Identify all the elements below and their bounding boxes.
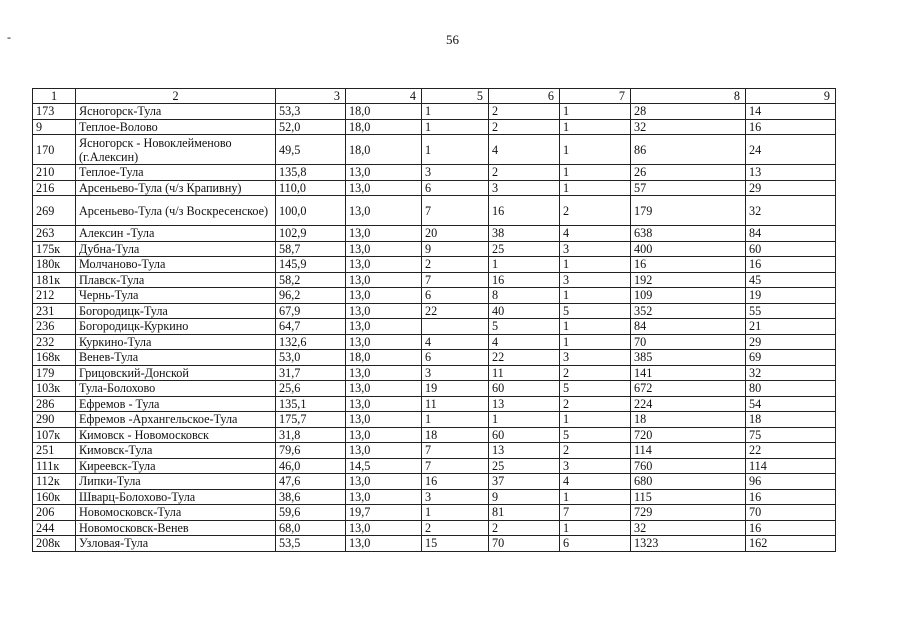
table-row <box>33 241 836 257</box>
col-7-cell: 1 <box>560 165 631 181</box>
route-name-cell: Шварц-Болохово-Тула <box>76 489 276 505</box>
col-6-cell: 4 <box>489 334 560 350</box>
distance-cell: 49,5 <box>276 135 346 165</box>
table-row <box>33 443 836 459</box>
col-7-cell: 5 <box>560 381 631 397</box>
header-row <box>33 89 836 104</box>
col-6-cell: 25 <box>489 241 560 257</box>
distance-cell: 175,7 <box>276 412 346 428</box>
distance-cell: 47,6 <box>276 474 346 490</box>
col-6-cell: 13 <box>489 396 560 412</box>
tariff-cell: 13,0 <box>346 226 422 242</box>
col-6-cell: 22 <box>489 350 560 366</box>
table-row <box>33 303 836 319</box>
col-9-cell: 13 <box>746 165 836 181</box>
col-5-cell: 2 <box>422 520 489 536</box>
tariff-cell: 18,0 <box>346 135 422 165</box>
col-7-cell: 5 <box>560 427 631 443</box>
col-6-cell: 2 <box>489 520 560 536</box>
route-number-cell: 170 <box>33 135 76 165</box>
col-5-cell: 7 <box>422 443 489 459</box>
col-6-cell: 60 <box>489 427 560 443</box>
col-5-cell: 20 <box>422 226 489 242</box>
col-5-cell: 11 <box>422 396 489 412</box>
column-header: 9 <box>746 89 836 104</box>
table-row <box>33 381 836 397</box>
route-name-cell: Арсеньево-Тула (ч/з Воскресенское) <box>76 196 276 226</box>
route-number-cell: 231 <box>33 303 76 319</box>
col-5-cell: 3 <box>422 165 489 181</box>
route-number-cell: 251 <box>33 443 76 459</box>
col-9-cell: 114 <box>746 458 836 474</box>
col-5-cell <box>422 319 489 335</box>
table-row <box>33 412 836 428</box>
route-number-cell: 112к <box>33 474 76 490</box>
table-row <box>33 196 836 226</box>
col-5-cell: 7 <box>422 458 489 474</box>
route-name-cell: Теплое-Тула <box>76 165 276 181</box>
table-row <box>33 135 836 165</box>
stray-mark: - <box>7 30 11 44</box>
distance-cell: 58,7 <box>276 241 346 257</box>
col-9-cell: 21 <box>746 319 836 335</box>
col-8-cell: 32 <box>631 520 746 536</box>
page-number: 56 <box>446 32 459 47</box>
table-row <box>33 180 836 196</box>
route-number-cell: 103к <box>33 381 76 397</box>
col-6-cell: 3 <box>489 180 560 196</box>
table-row <box>33 104 836 120</box>
col-8-cell: 760 <box>631 458 746 474</box>
tariff-cell: 13,0 <box>346 196 422 226</box>
route-name-cell: Новомосковск-Венев <box>76 520 276 536</box>
col-5-cell: 6 <box>422 180 489 196</box>
col-8-cell: 28 <box>631 104 746 120</box>
route-name-cell: Тула-Болохово <box>76 381 276 397</box>
table-row <box>33 458 836 474</box>
tariff-cell: 13,0 <box>346 412 422 428</box>
col-7-cell: 6 <box>560 536 631 552</box>
col-8-cell: 32 <box>631 119 746 135</box>
col-8-cell: 84 <box>631 319 746 335</box>
column-header: 4 <box>346 89 422 104</box>
col-9-cell: 55 <box>746 303 836 319</box>
route-name-cell: Богородицк-Тула <box>76 303 276 319</box>
distance-cell: 145,9 <box>276 257 346 273</box>
col-8-cell: 70 <box>631 334 746 350</box>
col-5-cell: 1 <box>422 412 489 428</box>
col-7-cell: 3 <box>560 458 631 474</box>
tariff-cell: 19,7 <box>346 505 422 521</box>
route-name-cell: Богородицк-Куркино <box>76 319 276 335</box>
route-number-cell: 111к <box>33 458 76 474</box>
col-6-cell: 2 <box>489 165 560 181</box>
distance-cell: 53,5 <box>276 536 346 552</box>
col-9-cell: 45 <box>746 272 836 288</box>
col-8-cell: 672 <box>631 381 746 397</box>
table-row <box>33 520 836 536</box>
route-name-cell: Липки-Тула <box>76 474 276 490</box>
col-7-cell: 1 <box>560 520 631 536</box>
tariff-cell: 13,0 <box>346 536 422 552</box>
col-6-cell: 40 <box>489 303 560 319</box>
route-number-cell: 212 <box>33 288 76 304</box>
col-9-cell: 22 <box>746 443 836 459</box>
col-5-cell: 3 <box>422 365 489 381</box>
col-8-cell: 638 <box>631 226 746 242</box>
route-table <box>32 88 836 552</box>
col-7-cell: 2 <box>560 365 631 381</box>
route-number-cell: 179 <box>33 365 76 381</box>
col-9-cell: 96 <box>746 474 836 490</box>
route-name-cell: Плавск-Тула <box>76 272 276 288</box>
table-body <box>33 104 836 552</box>
col-7-cell: 5 <box>560 303 631 319</box>
distance-cell: 67,9 <box>276 303 346 319</box>
table-row <box>33 505 836 521</box>
route-name-cell: Дубна-Тула <box>76 241 276 257</box>
col-7-cell: 1 <box>560 104 631 120</box>
route-number-cell: 175к <box>33 241 76 257</box>
col-8-cell: 16 <box>631 257 746 273</box>
col-9-cell: 16 <box>746 257 836 273</box>
col-6-cell: 2 <box>489 119 560 135</box>
col-6-cell: 11 <box>489 365 560 381</box>
col-6-cell: 16 <box>489 272 560 288</box>
col-7-cell: 2 <box>560 196 631 226</box>
route-number-cell: 208к <box>33 536 76 552</box>
route-name-cell: Грицовский-Донской <box>76 365 276 381</box>
table-row <box>33 489 836 505</box>
col-5-cell: 4 <box>422 334 489 350</box>
col-9-cell: 16 <box>746 520 836 536</box>
route-number-cell: 216 <box>33 180 76 196</box>
distance-cell: 46,0 <box>276 458 346 474</box>
distance-cell: 31,8 <box>276 427 346 443</box>
tariff-cell: 13,0 <box>346 520 422 536</box>
col-7-cell: 7 <box>560 505 631 521</box>
distance-cell: 59,6 <box>276 505 346 521</box>
col-6-cell: 1 <box>489 412 560 428</box>
tariff-cell: 13,0 <box>346 381 422 397</box>
col-6-cell: 9 <box>489 489 560 505</box>
col-6-cell: 16 <box>489 196 560 226</box>
route-number-cell: 236 <box>33 319 76 335</box>
table-row <box>33 365 836 381</box>
tariff-cell: 13,0 <box>346 303 422 319</box>
route-number-cell: 269 <box>33 196 76 226</box>
column-header: 3 <box>276 89 346 104</box>
table-row <box>33 427 836 443</box>
col-5-cell: 22 <box>422 303 489 319</box>
table-row <box>33 536 836 552</box>
col-7-cell: 3 <box>560 241 631 257</box>
route-name-cell: Ефремов -Архангельское-Тула <box>76 412 276 428</box>
route-name-cell: Молчаново-Тула <box>76 257 276 273</box>
col-9-cell: 16 <box>746 119 836 135</box>
col-5-cell: 19 <box>422 381 489 397</box>
distance-cell: 53,3 <box>276 104 346 120</box>
col-5-cell: 15 <box>422 536 489 552</box>
col-8-cell: 86 <box>631 135 746 165</box>
col-5-cell: 6 <box>422 288 489 304</box>
distance-cell: 38,6 <box>276 489 346 505</box>
distance-cell: 31,7 <box>276 365 346 381</box>
route-number-cell: 210 <box>33 165 76 181</box>
distance-cell: 53,0 <box>276 350 346 366</box>
col-7-cell: 4 <box>560 474 631 490</box>
col-7-cell: 1 <box>560 257 631 273</box>
route-name-cell: Арсеньево-Тула (ч/з Крапивну) <box>76 180 276 196</box>
column-header: 1 <box>33 89 76 104</box>
tariff-cell: 13,0 <box>346 288 422 304</box>
col-9-cell: 18 <box>746 412 836 428</box>
distance-cell: 102,9 <box>276 226 346 242</box>
route-number-cell: 180к <box>33 257 76 273</box>
route-name-cell: Ефремов - Тула <box>76 396 276 412</box>
route-name-cell: Венев-Тула <box>76 350 276 366</box>
col-8-cell: 680 <box>631 474 746 490</box>
tariff-cell: 13,0 <box>346 474 422 490</box>
col-6-cell: 38 <box>489 226 560 242</box>
col-6-cell: 60 <box>489 381 560 397</box>
col-8-cell: 26 <box>631 165 746 181</box>
distance-cell: 68,0 <box>276 520 346 536</box>
distance-cell: 132,6 <box>276 334 346 350</box>
column-header: 2 <box>76 89 276 104</box>
col-8-cell: 192 <box>631 272 746 288</box>
route-number-cell: 181к <box>33 272 76 288</box>
col-9-cell: 14 <box>746 104 836 120</box>
tariff-cell: 13,0 <box>346 319 422 335</box>
route-number-cell: 244 <box>33 520 76 536</box>
distance-cell: 110,0 <box>276 180 346 196</box>
col-5-cell: 1 <box>422 104 489 120</box>
col-8-cell: 1323 <box>631 536 746 552</box>
table-row <box>33 272 836 288</box>
table-row <box>33 257 836 273</box>
col-5-cell: 1 <box>422 505 489 521</box>
col-6-cell: 70 <box>489 536 560 552</box>
distance-cell: 135,1 <box>276 396 346 412</box>
tariff-cell: 18,0 <box>346 119 422 135</box>
route-name-cell: Куркино-Тула <box>76 334 276 350</box>
route-number-cell: 232 <box>33 334 76 350</box>
route-name-cell: Киреевск-Тула <box>76 458 276 474</box>
col-6-cell: 81 <box>489 505 560 521</box>
col-7-cell: 1 <box>560 319 631 335</box>
distance-cell: 58,2 <box>276 272 346 288</box>
col-7-cell: 1 <box>560 180 631 196</box>
distance-cell: 100,0 <box>276 196 346 226</box>
table-row <box>33 319 836 335</box>
col-6-cell: 25 <box>489 458 560 474</box>
col-9-cell: 19 <box>746 288 836 304</box>
route-number-cell: 160к <box>33 489 76 505</box>
col-5-cell: 7 <box>422 196 489 226</box>
tariff-cell: 13,0 <box>346 334 422 350</box>
route-name-cell: Кимовск - Новомосковск <box>76 427 276 443</box>
tariff-cell: 18,0 <box>346 350 422 366</box>
route-name-cell: Кимовск-Тула <box>76 443 276 459</box>
tariff-cell: 13,0 <box>346 165 422 181</box>
column-header: 6 <box>489 89 560 104</box>
table-row <box>33 350 836 366</box>
distance-cell: 79,6 <box>276 443 346 459</box>
col-9-cell: 29 <box>746 334 836 350</box>
col-7-cell: 4 <box>560 226 631 242</box>
col-9-cell: 29 <box>746 180 836 196</box>
col-6-cell: 37 <box>489 474 560 490</box>
col-7-cell: 2 <box>560 396 631 412</box>
col-8-cell: 18 <box>631 412 746 428</box>
col-6-cell: 8 <box>489 288 560 304</box>
column-header: 5 <box>422 89 489 104</box>
col-9-cell: 80 <box>746 381 836 397</box>
col-8-cell: 109 <box>631 288 746 304</box>
col-7-cell: 1 <box>560 135 631 165</box>
col-8-cell: 385 <box>631 350 746 366</box>
col-7-cell: 1 <box>560 412 631 428</box>
tariff-cell: 13,0 <box>346 241 422 257</box>
col-7-cell: 1 <box>560 489 631 505</box>
col-9-cell: 162 <box>746 536 836 552</box>
route-name-cell: Ясногорск-Тула <box>76 104 276 120</box>
table-row <box>33 165 836 181</box>
route-number-cell: 286 <box>33 396 76 412</box>
route-name-cell: Алексин -Тула <box>76 226 276 242</box>
col-9-cell: 69 <box>746 350 836 366</box>
col-5-cell: 1 <box>422 135 489 165</box>
route-number-cell: 168к <box>33 350 76 366</box>
tariff-cell: 13,0 <box>346 443 422 459</box>
distance-cell: 64,7 <box>276 319 346 335</box>
col-9-cell: 54 <box>746 396 836 412</box>
route-name-cell: Теплое-Волово <box>76 119 276 135</box>
route-number-cell: 9 <box>33 119 76 135</box>
table-row <box>33 226 836 242</box>
col-5-cell: 1 <box>422 119 489 135</box>
col-9-cell: 70 <box>746 505 836 521</box>
col-8-cell: 179 <box>631 196 746 226</box>
tariff-cell: 13,0 <box>346 272 422 288</box>
tariff-cell: 13,0 <box>346 489 422 505</box>
distance-cell: 135,8 <box>276 165 346 181</box>
col-6-cell: 1 <box>489 257 560 273</box>
route-number-cell: 173 <box>33 104 76 120</box>
route-number-cell: 206 <box>33 505 76 521</box>
col-9-cell: 32 <box>746 196 836 226</box>
col-7-cell: 2 <box>560 443 631 459</box>
route-name-cell: Ясногорск - Новоклейменово (г.Алексин) <box>76 135 276 165</box>
col-7-cell: 1 <box>560 288 631 304</box>
col-8-cell: 57 <box>631 180 746 196</box>
col-9-cell: 84 <box>746 226 836 242</box>
route-name-cell: Узловая-Тула <box>76 536 276 552</box>
distance-cell: 96,2 <box>276 288 346 304</box>
tariff-cell: 18,0 <box>346 104 422 120</box>
tariff-cell: 13,0 <box>346 396 422 412</box>
tariff-cell: 13,0 <box>346 257 422 273</box>
col-9-cell: 32 <box>746 365 836 381</box>
tariff-cell: 13,0 <box>346 427 422 443</box>
col-5-cell: 7 <box>422 272 489 288</box>
distance-cell: 52,0 <box>276 119 346 135</box>
col-6-cell: 2 <box>489 104 560 120</box>
col-8-cell: 400 <box>631 241 746 257</box>
col-5-cell: 3 <box>422 489 489 505</box>
col-7-cell: 3 <box>560 350 631 366</box>
col-8-cell: 720 <box>631 427 746 443</box>
table-row <box>33 334 836 350</box>
table-row <box>33 474 836 490</box>
route-name-cell: Новомосковск-Тула <box>76 505 276 521</box>
table-row <box>33 288 836 304</box>
col-9-cell: 60 <box>746 241 836 257</box>
col-5-cell: 16 <box>422 474 489 490</box>
col-8-cell: 141 <box>631 365 746 381</box>
col-5-cell: 9 <box>422 241 489 257</box>
col-6-cell: 5 <box>489 319 560 335</box>
column-header: 7 <box>560 89 631 104</box>
col-9-cell: 16 <box>746 489 836 505</box>
col-7-cell: 1 <box>560 119 631 135</box>
route-name-cell: Чернь-Тула <box>76 288 276 304</box>
col-6-cell: 13 <box>489 443 560 459</box>
route-number-cell: 263 <box>33 226 76 242</box>
col-9-cell: 24 <box>746 135 836 165</box>
table-row <box>33 396 836 412</box>
route-number-cell: 290 <box>33 412 76 428</box>
col-8-cell: 115 <box>631 489 746 505</box>
col-8-cell: 729 <box>631 505 746 521</box>
col-7-cell: 3 <box>560 272 631 288</box>
tariff-cell: 14,5 <box>346 458 422 474</box>
col-9-cell: 75 <box>746 427 836 443</box>
table-row <box>33 119 836 135</box>
tariff-cell: 13,0 <box>346 180 422 196</box>
col-8-cell: 224 <box>631 396 746 412</box>
route-number-cell: 107к <box>33 427 76 443</box>
column-header: 8 <box>631 89 746 104</box>
col-8-cell: 352 <box>631 303 746 319</box>
distance-cell: 25,6 <box>276 381 346 397</box>
col-7-cell: 1 <box>560 334 631 350</box>
col-5-cell: 18 <box>422 427 489 443</box>
col-5-cell: 2 <box>422 257 489 273</box>
col-8-cell: 114 <box>631 443 746 459</box>
col-5-cell: 6 <box>422 350 489 366</box>
tariff-cell: 13,0 <box>346 365 422 381</box>
col-6-cell: 4 <box>489 135 560 165</box>
